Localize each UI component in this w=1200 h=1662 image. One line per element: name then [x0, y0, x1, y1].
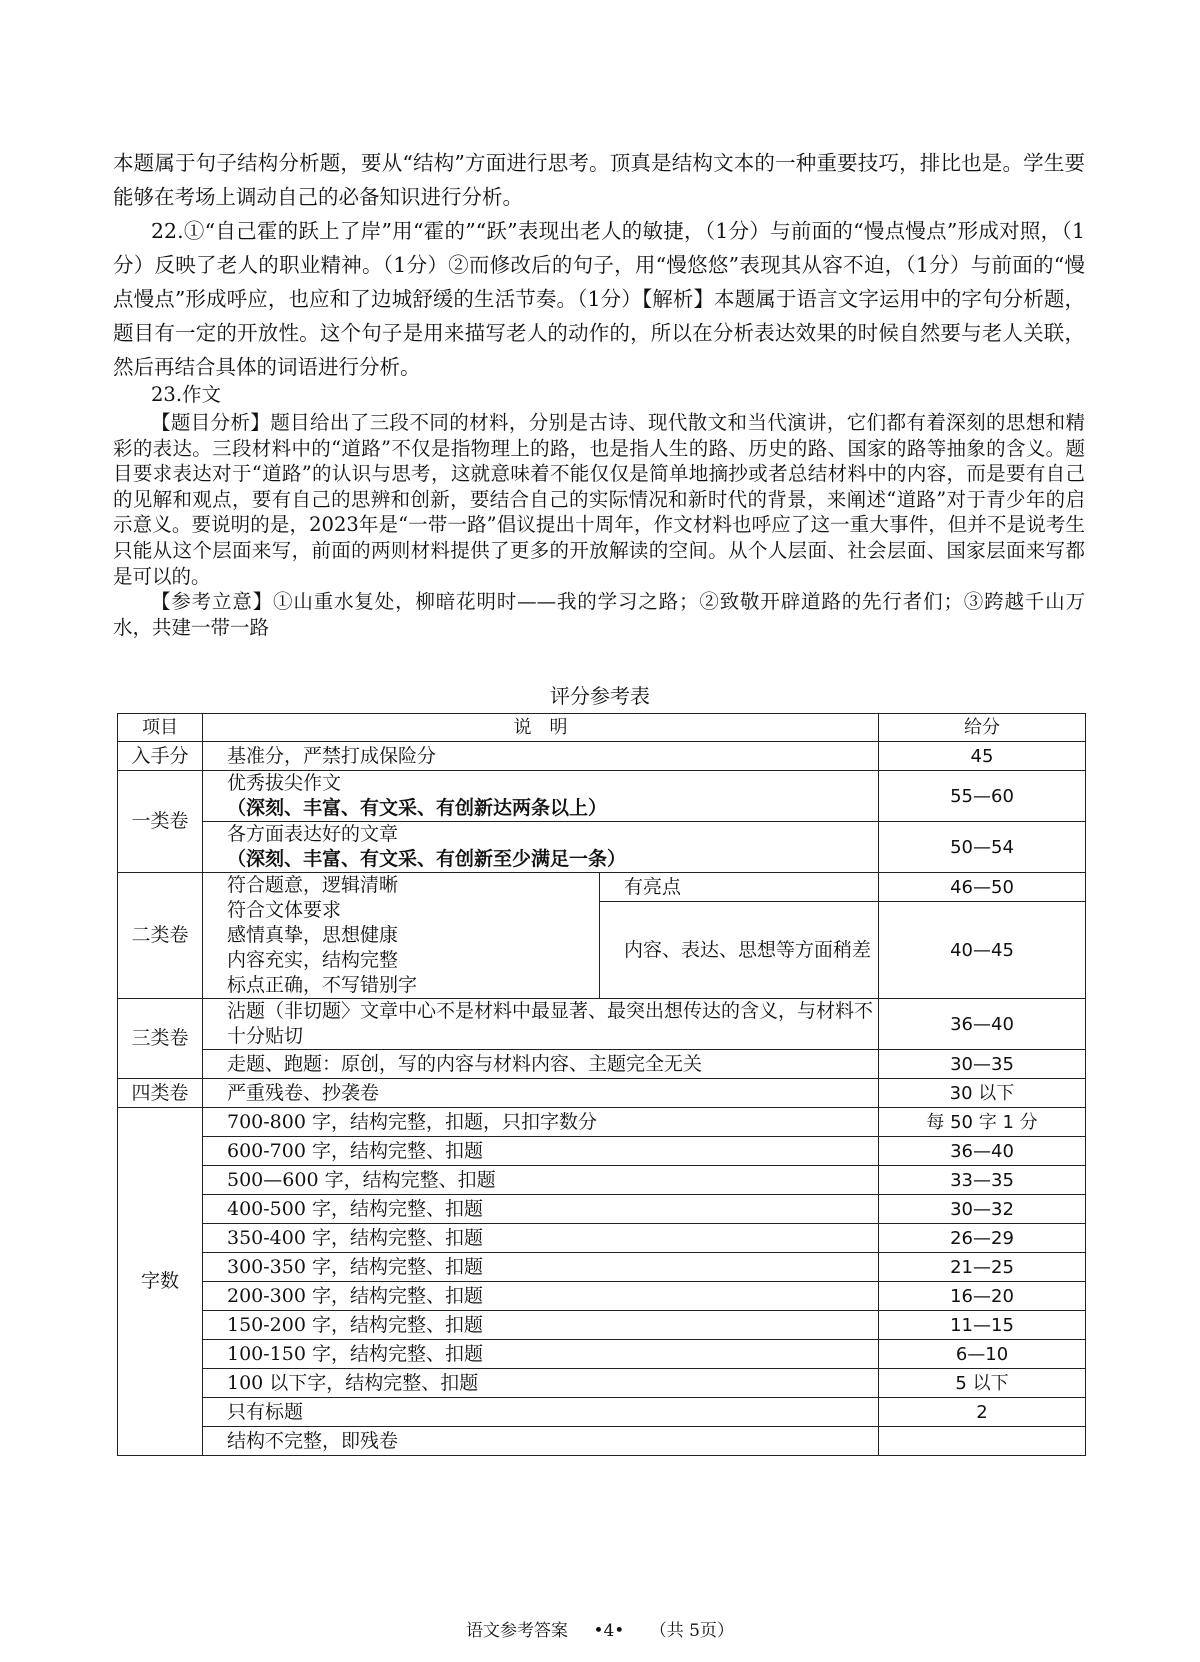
wordcount-desc: 600-700 字，结构完整、扣题 [203, 1137, 879, 1166]
score-table [117, 713, 1086, 1456]
page-footer [0, 1620, 1200, 1642]
wordcount-desc: 700-800 字，结构完整，扣题，只扣字数分 [203, 1108, 879, 1137]
wordcount-desc: 150-200 字，结构完整、扣题 [203, 1311, 879, 1340]
class4-desc: 严重残卷、抄袭卷 [203, 1079, 879, 1108]
question-22-answer: 22.①“自己霍的跃上了岸”用“霍的”“跃”表现出老人的敏捷，（1分）与前面的“慢点慢点”形成对照，（1分）反映了老人的职业精神。（1分）②而修改后的句子，用“慢悠悠”表现其从容不迫，（1分）与前面的“慢点慢点”形成呼应，也应和了边城舒缓的生活节奏。（1分）【解析】本题属于语言文字运用中的字句分析题，题目有一定的开放性。这个句子是用来描写老人的动作的，所以在分析表达效果的时候自然要与老人关联，然后再结合具体的词语进行分析。 [113, 219, 1085, 379]
class3-desc-b: 走题、跑题：原创，写的内容与材料内容、主题完全无关 [203, 1050, 879, 1079]
class1-score-a: 55—60 [879, 771, 1086, 822]
table-row-class1-a [118, 771, 1086, 822]
wordcount-item: 字数 [118, 1108, 203, 1456]
table-row-wordcount [118, 1224, 1086, 1253]
class3-item: 三类卷 [118, 999, 203, 1079]
class1-b-line2: （深刻、丰富、有文采、有创新至少满足一条） [227, 848, 627, 870]
wordcount-score: 21—25 [879, 1253, 1086, 1282]
table-title: 评分参考表 [550, 684, 650, 708]
wordcount-score: 33—35 [879, 1166, 1086, 1195]
wordcount-desc: 500—600 字，结构完整、扣题 [203, 1166, 879, 1195]
class3-desc-a: 沾题（非切题〉文章中心不是材料中最显著、最突出想传达的含义，与材料不十分贴切 [203, 999, 879, 1050]
wordcount-score: 2 [879, 1398, 1086, 1427]
table-header-row [118, 714, 1086, 742]
class2-criterion: 符合题意，逻辑清晰 [227, 874, 399, 896]
class1-a-line2: （深刻、丰富、有文采、有创新达两条以上） [227, 797, 608, 819]
class1-desc-a [203, 771, 879, 822]
footer-total-pages: （共 5页） [649, 1621, 734, 1641]
question-23-block [113, 380, 1085, 640]
class2-criteria [203, 873, 600, 999]
footer-page-number: •4• [593, 1621, 625, 1641]
class1-score-b: 50—54 [879, 822, 1086, 873]
header-score: 给分 [879, 714, 1086, 742]
intro-block [113, 146, 1085, 214]
wordcount-desc: 结构不完整，即残卷 [203, 1427, 879, 1456]
table-row-class3-a [118, 999, 1086, 1050]
wordcount-score: 11—15 [879, 1311, 1086, 1340]
class2-criterion: 符合文体要求 [227, 899, 342, 921]
wordcount-desc: 100 以下字，结构完整、扣题 [203, 1369, 879, 1398]
class4-item: 四类卷 [118, 1079, 203, 1108]
wordcount-desc: 200-300 字，结构完整、扣题 [203, 1282, 879, 1311]
entry-desc: 基准分，严禁打成保险分 [203, 742, 879, 771]
question-22-block [113, 214, 1085, 384]
table-row-wordcount [118, 1166, 1086, 1195]
entry-item: 入手分 [118, 742, 203, 771]
intro-paragraph: 本题属于句子结构分析题，要从“结构”方面进行思考。顶真是结构文本的一种重要技巧，排比也是。学生要能够在考场上调动自己的必备知识进行分析。 [113, 151, 1085, 209]
table-row-wordcount [118, 1427, 1086, 1456]
class1-a-line1: 优秀拔尖作文 [227, 772, 342, 794]
class2-desc-b: 内容、表达、思想等方面稍差 [600, 902, 879, 999]
wordcount-score: 6—10 [879, 1340, 1086, 1369]
wordcount-desc: 400-500 字，结构完整、扣题 [203, 1195, 879, 1224]
table-row-wordcount [118, 1340, 1086, 1369]
question-23-reference: 【参考立意】①山重水复处，柳暗花明时——我的学习之路；②致敬开辟道路的先行者们；③跨越千山万水，共建一带一路 [113, 590, 1085, 639]
wordcount-score [879, 1427, 1086, 1456]
class1-b-line1: 各方面表达好的文章 [227, 823, 399, 845]
wordcount-desc: 300-350 字，结构完整、扣题 [203, 1253, 879, 1282]
class2-desc-a: 有亮点 [600, 873, 879, 902]
wordcount-desc: 只有标题 [203, 1398, 879, 1427]
class3-score-a: 36—40 [879, 999, 1086, 1050]
question-23-title: 23.作文 [151, 383, 222, 406]
class2-criterion: 内容充实，结构完整 [227, 949, 399, 971]
class1-desc-b [203, 822, 879, 873]
wordcount-desc: 350-400 字，结构完整、扣题 [203, 1224, 879, 1253]
table-row-wordcount [118, 1253, 1086, 1282]
class2-criterion: 标点正确，不写错别字 [227, 974, 418, 996]
table-row-class3-b [118, 1050, 1086, 1079]
class2-item: 二类卷 [118, 873, 203, 999]
table-row-wordcount [118, 1311, 1086, 1340]
table-row-wordcount [118, 1369, 1086, 1398]
table-row-wordcount [118, 1108, 1086, 1137]
class3-score-b: 30—35 [879, 1050, 1086, 1079]
class1-item: 一类卷 [118, 771, 203, 873]
header-desc: 说 明 [203, 714, 879, 742]
class2-criterion: 感情真挚，思想健康 [227, 924, 399, 946]
class2-score-b: 40—45 [879, 902, 1086, 999]
wordcount-score: 16—20 [879, 1282, 1086, 1311]
question-23-analysis: 【题目分析】题目给出了三段不同的材料，分别是古诗、现代散文和当代演讲，它们都有着深刻的思想和精彩的表达。三段材料中的“道路”不仅是指物理上的路，也是指人生的路、历史的路、国家的路等抽象的含义。题目要求表达对于“道路”的认识与思考，这就意味着不能仅仅是简单地摘抄或者总结材料中的内容，而是要有自己的见解和观点，要有自己的思辨和创新，要结合自己的实际情况和新时代的背景，来阐述“道路”对于青少年的启示意义。要说明的是，2023年是“一带一路”倡议提出十周年，作文材料也呼应了这一重大事件，但并不是说考生只能从这个层面来写，前面的两则材料提供了更多的开放解读的空间。从个人层面、社会层面、国家层面来写都是可以的。 [113, 411, 1085, 588]
table-row-wordcount [118, 1282, 1086, 1311]
wordcount-score: 30—32 [879, 1195, 1086, 1224]
table-row-wordcount [118, 1137, 1086, 1166]
wordcount-score: 5 以下 [879, 1369, 1086, 1398]
table-row-class4 [118, 1079, 1086, 1108]
table-row-entry [118, 742, 1086, 771]
class2-score-a: 46—50 [879, 873, 1086, 902]
wordcount-score: 26—29 [879, 1224, 1086, 1253]
table-row-wordcount [118, 1398, 1086, 1427]
wordcount-score: 每 50 字 1 分 [879, 1108, 1086, 1137]
class4-score: 30 以下 [879, 1079, 1086, 1108]
entry-score: 45 [879, 742, 1086, 771]
header-item: 项目 [118, 714, 203, 742]
footer-subject: 语文参考答案 [466, 1621, 569, 1641]
wordcount-desc: 100-150 字，结构完整、扣题 [203, 1340, 879, 1369]
wordcount-score: 36—40 [879, 1137, 1086, 1166]
table-row-wordcount [118, 1195, 1086, 1224]
table-row-class1-b [118, 822, 1086, 873]
table-row-class2-a [118, 873, 1086, 902]
